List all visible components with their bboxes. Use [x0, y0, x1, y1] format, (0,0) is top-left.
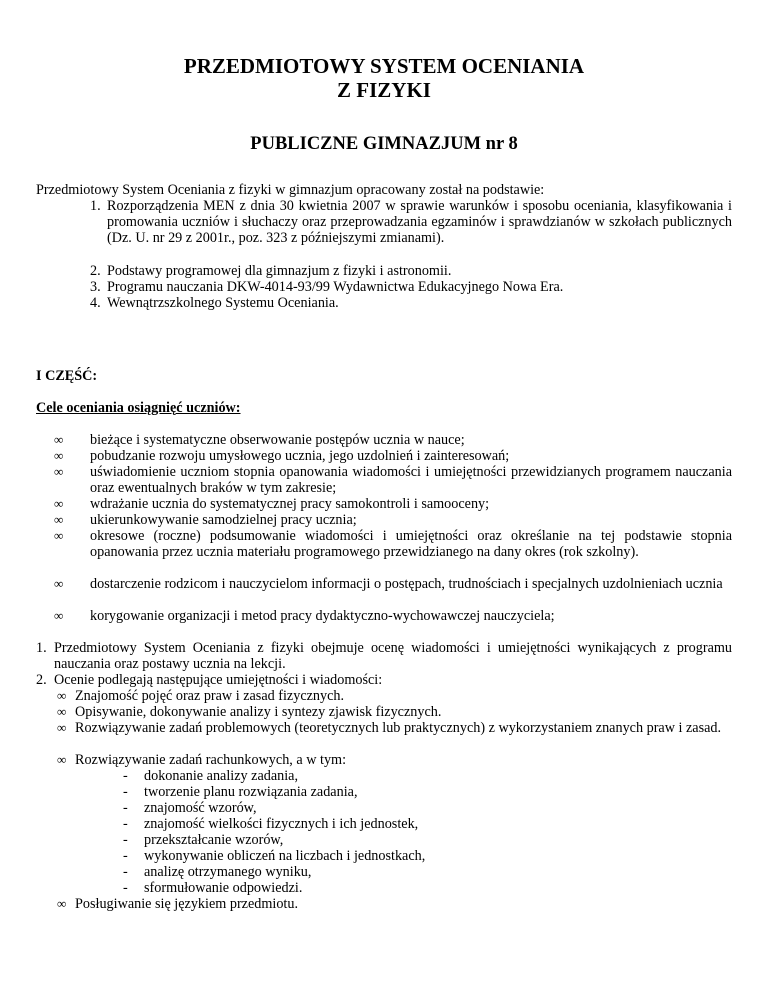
goals-heading: Cele oceniania osiągnięć uczniów: — [36, 400, 241, 416]
infinity-bullet-icon: ∞ — [57, 752, 67, 767]
rule-text: Przedmiotowy System Oceniania z fizyki obejmuje ocenę wiadomości i umiejętności wynikających z programu nauczania oraz postawy ucznia na lekcji. — [54, 640, 732, 673]
basis-number: 2. — [90, 263, 101, 279]
calc-step-text: sformułowanie odpowiedzi. — [144, 880, 303, 896]
calc-step-text: znajomość wzorów, — [144, 800, 257, 816]
infinity-bullet-icon: ∞ — [54, 512, 64, 527]
basis-text: Programu nauczania DKW-4014-93/99 Wydawnictwa Edukacyjnego Nowa Era. — [107, 279, 564, 295]
skill-text: Posługiwanie się językiem przedmiotu. — [75, 896, 299, 912]
basis-text: Rozporządzenia MEN z dnia 30 kwietnia 2007 w sprawie warunków i sposobu oceniania, klasyfikowania i promowania uczniów i słuchaczy oraz przeprowadzania egzaminów i sprawdzianów w szkołach publicznych (Dz. U. nr 29 z 2001r., poz. 323 z późniejszymi zmianami). — [107, 198, 732, 247]
goal-text: wdrażanie ucznia do systematycznej pracy samokontroli i samooceny; — [90, 496, 490, 512]
goal-text: pobudzanie rozwoju umysłowego ucznia, jego uzdolnień i zainteresowań; — [90, 448, 510, 464]
skill-text: Opisywanie, dokonywanie analizy i syntezy zjawisk fizycznych. — [75, 704, 442, 720]
dash-bullet-icon: - — [123, 832, 128, 848]
rule-number: 1. — [36, 640, 47, 656]
part-heading: I CZĘŚĆ: — [36, 368, 98, 384]
rule-text: Ocenie podlegają następujące umiejętności i wiadomości: — [54, 672, 383, 688]
calc-step-text: znajomość wielkości fizycznych i ich jednostek, — [144, 816, 419, 832]
dash-bullet-icon: - — [123, 864, 128, 880]
dash-bullet-icon: - — [123, 848, 128, 864]
intro-text: Przedmiotowy System Oceniania z fizyki w gimnazjum opracowany został na podstawie: — [36, 182, 545, 198]
infinity-bullet-icon: ∞ — [57, 688, 67, 703]
dash-bullet-icon: - — [123, 784, 128, 800]
goal-text: uświadomienie uczniom stopnia opanowania wiadomości i umiejętności przewidzianych programem nauczania oraz ewentualnych braków w tym zakresie; — [90, 464, 732, 497]
infinity-bullet-icon: ∞ — [54, 496, 64, 511]
basis-number: 3. — [90, 279, 101, 295]
infinity-bullet-icon: ∞ — [57, 720, 67, 735]
skill-text: Znajomość pojęć oraz praw i zasad fizycznych. — [75, 688, 345, 704]
skill-text: Rozwiązywanie zadań rachunkowych, a w tym: — [75, 752, 347, 768]
document-title-line2: Z FIZYKI — [337, 78, 431, 102]
calc-step-text: przekształcanie wzorów, — [144, 832, 284, 848]
infinity-bullet-icon: ∞ — [54, 448, 64, 463]
infinity-bullet-icon: ∞ — [57, 704, 67, 719]
infinity-bullet-icon: ∞ — [54, 432, 64, 447]
goal-text: okresowe (roczne) podsumowanie wiadomości i umiejętności oraz określanie na tej podstawie stopnia opanowania przez ucznia materiału programowego przewidzianego na dany okres (rok szkolny). — [90, 528, 732, 561]
infinity-bullet-icon: ∞ — [54, 576, 64, 591]
dash-bullet-icon: - — [123, 880, 128, 896]
rule-number: 2. — [36, 672, 47, 688]
calc-step-text: wykonywanie obliczeń na liczbach i jednostkach, — [144, 848, 426, 864]
calc-step-text: dokonanie analizy zadania, — [144, 768, 299, 784]
goal-text: ukierunkowywanie samodzielnej pracy ucznia; — [90, 512, 357, 528]
skill-text: Rozwiązywanie zadań problemowych (teoretycznych lub praktycznych) z wykorzystaniem znanych praw i zasad. — [75, 720, 722, 736]
school-name: PUBLICZNE GIMNAZJUM nr 8 — [250, 134, 518, 154]
infinity-bullet-icon: ∞ — [54, 608, 64, 623]
calc-step-text: tworzenie planu rozwiązania zadania, — [144, 784, 358, 800]
basis-text: Podstawy programowej dla gimnazjum z fizyki i astronomii. — [107, 263, 452, 279]
dash-bullet-icon: - — [123, 768, 128, 784]
infinity-bullet-icon: ∞ — [54, 464, 64, 479]
dash-bullet-icon: - — [123, 816, 128, 832]
basis-number: 1. — [90, 198, 101, 214]
basis-number: 4. — [90, 295, 101, 311]
dash-bullet-icon: - — [123, 800, 128, 816]
goal-text: korygowanie organizacji i metod pracy dydaktyczno-wychowawczej nauczyciela; — [90, 608, 555, 624]
document-title-line1: PRZEDMIOTOWY SYSTEM OCENIANIA — [183, 54, 585, 78]
infinity-bullet-icon: ∞ — [57, 896, 67, 911]
basis-text: Wewnątrzszkolnego Systemu Oceniania. — [107, 295, 339, 311]
goal-text: dostarczenie rodzicom i nauczycielom informacji o postępach, trudnościach i specjalnych uzdolnieniach ucznia — [90, 576, 723, 592]
infinity-bullet-icon: ∞ — [54, 528, 64, 543]
calc-step-text: analizę otrzymanego wyniku, — [144, 864, 312, 880]
goal-text: bieżące i systematyczne obserwowanie postępów ucznia w nauce; — [90, 432, 465, 448]
